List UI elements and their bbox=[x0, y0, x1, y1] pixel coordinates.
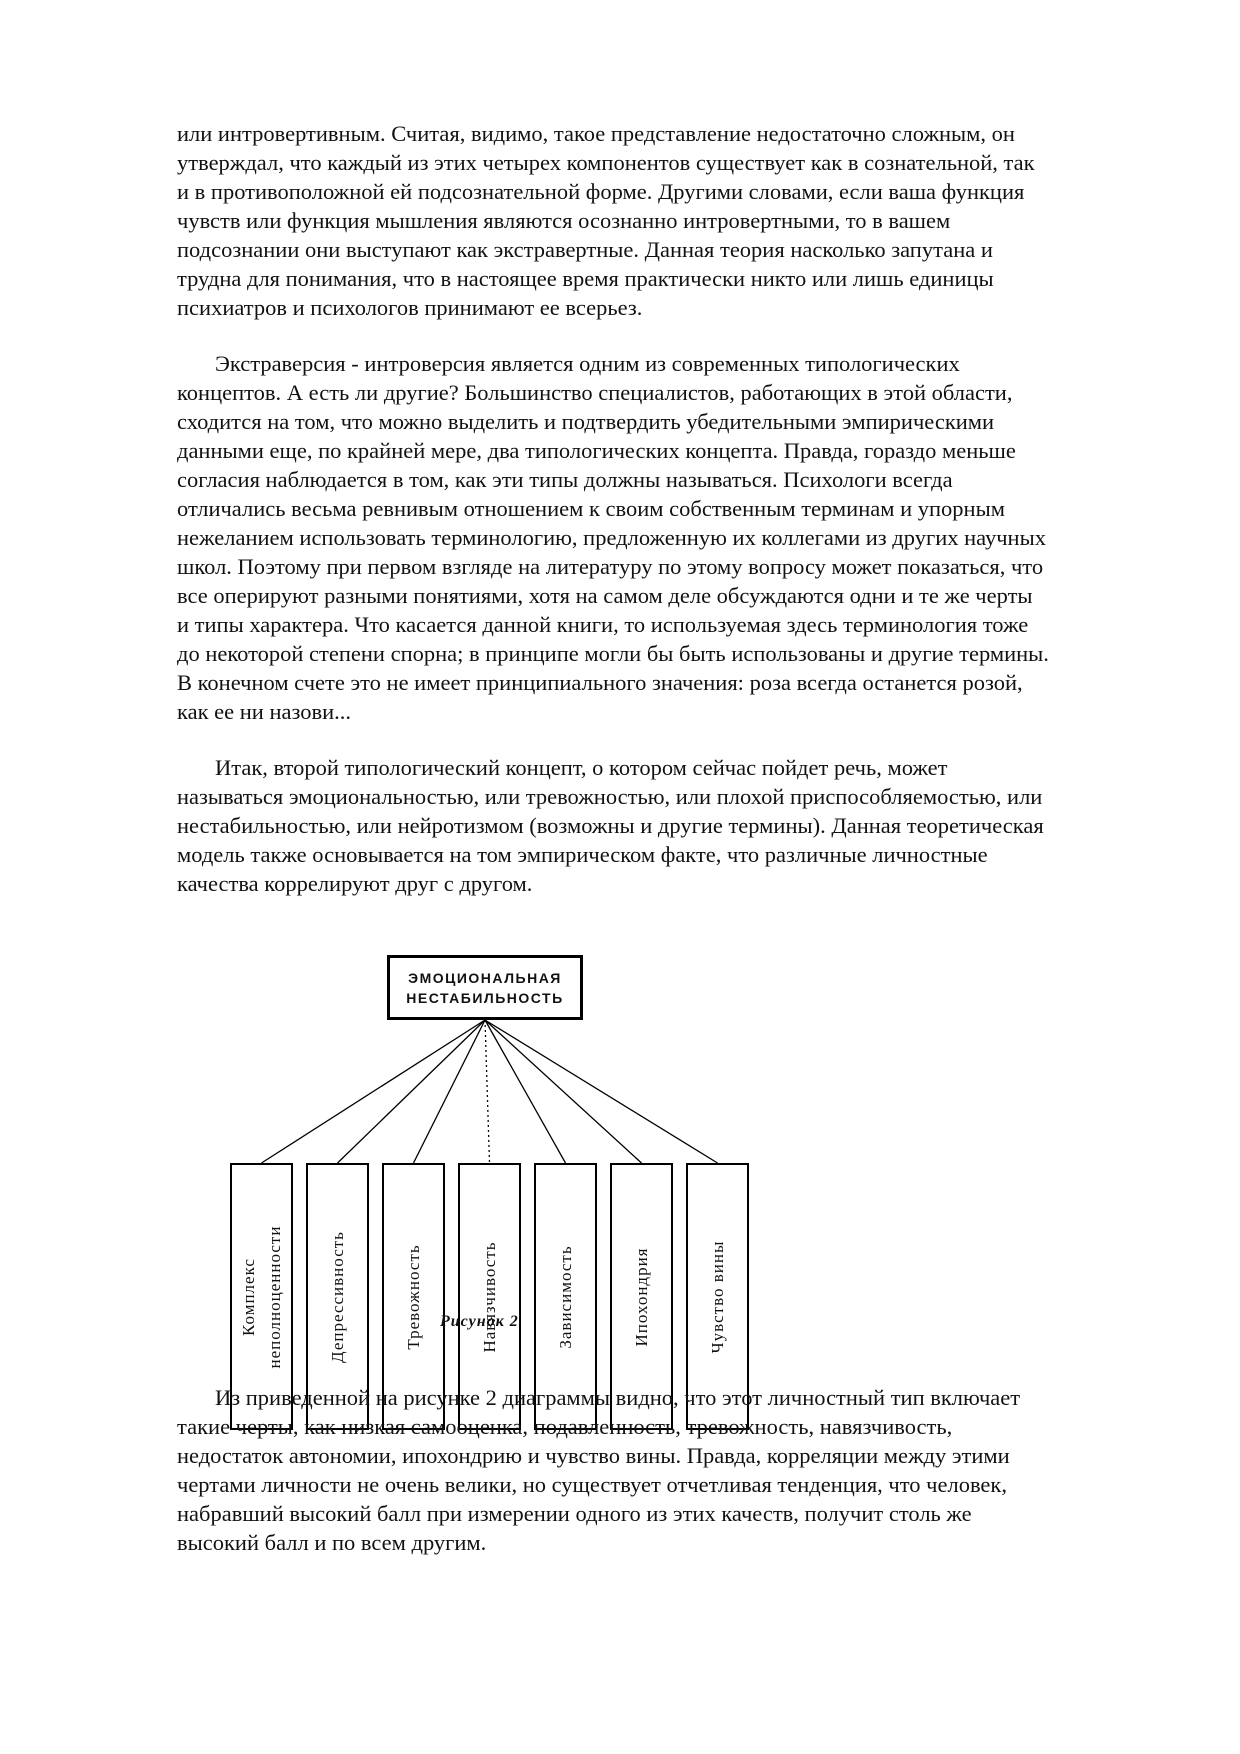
trait-label-line: Навязчивость bbox=[479, 1240, 499, 1353]
connector-line bbox=[485, 1020, 642, 1163]
paragraph-line: набравший высокий балл при измерении одного из этих качеств, получит столь же bbox=[177, 1501, 972, 1526]
paragraph-line: согласия наблюдается в том, как эти типы должны называться. Психологи всегда bbox=[177, 467, 953, 492]
trait-label bbox=[401, 1244, 427, 1349]
paragraph-line: Итак, второй типологический концепт, о котором сейчас пойдет речь, может bbox=[215, 755, 948, 780]
diagram-top-box bbox=[387, 955, 583, 1020]
top-box-line-2: НЕСТАБИЛЬНОСТЬ bbox=[406, 989, 564, 1006]
trait-label-line: Тревожность bbox=[403, 1243, 423, 1350]
paragraph-line: и в противоположной ей подсознательной форме. Другими словами, если ваша функция bbox=[177, 179, 1025, 204]
paragraph-line: качества коррелируют друг с другом. bbox=[177, 871, 533, 896]
paragraph-line: чувств или функция мышления являются осознанно интровертными, то в вашем bbox=[177, 208, 951, 233]
trait-label bbox=[325, 1231, 351, 1363]
paragraph-2 bbox=[177, 349, 1157, 726]
trait-label-line: Депрессивность bbox=[327, 1230, 347, 1363]
paragraph-line: и типы характера. Что касается данной книги, то используемая здесь терминология тоже bbox=[177, 612, 1029, 637]
trait-label-line: Чувство вины bbox=[707, 1240, 727, 1353]
paragraph-line: высокий балл и по всем другим. bbox=[177, 1530, 487, 1555]
paragraph-line: чертами личности не очень велики, но существует отчетливая тенденция, что человек, bbox=[177, 1472, 1007, 1497]
paragraph-line: называться эмоциональностью, или тревожностью, или плохой приспособляемостью, или bbox=[177, 784, 1043, 809]
connector-line bbox=[485, 1020, 490, 1163]
paragraph-line: психиатров и психологов принимают ее всерьез. bbox=[177, 295, 643, 320]
paragraph-line: как ее ни назови... bbox=[177, 699, 352, 724]
connector-line bbox=[338, 1020, 486, 1163]
paragraph-line: Из приведенной на рисунке 2 диаграммы видно, что этот личностный тип включает bbox=[215, 1385, 1021, 1410]
paragraph-line: отличались весьма ревнивым отношением к своим собственным терминам и упорным bbox=[177, 496, 1005, 521]
paragraph-line: подсознании они выступают как экстравертные. Данная теория насколько запутана и bbox=[177, 237, 993, 262]
paragraph-line: концептов. А есть ли другие? Большинство специалистов, работающих в этой области, bbox=[177, 380, 1013, 405]
trait-label-line: Ипохондрия bbox=[631, 1247, 651, 1346]
paragraph-line: сходится на том, что можно выделить и подтвердить убедительными эмпирическими bbox=[177, 409, 995, 434]
paragraph-1 bbox=[177, 119, 1157, 322]
trait-label bbox=[553, 1245, 579, 1348]
paragraph-line: Экстраверсия - интроверсия является одним из современных типологических bbox=[215, 351, 960, 376]
paragraph-line: недостаток автономии, ипохондрию и чувство вины. Правда, корреляции между этими bbox=[177, 1443, 1010, 1468]
paragraph-line: утверждал, что каждый из этих четырех компонентов существует как в сознательной, так bbox=[177, 150, 1035, 175]
trait-label-line: неполноценности bbox=[264, 1225, 284, 1368]
paragraph-line: все оперируют разными понятиями, хотя на самом деле обсуждаются одни и те же черты bbox=[177, 583, 1033, 608]
top-box-line-1: ЭМОЦИОНАЛЬНАЯ bbox=[408, 969, 562, 986]
paragraph-line: нестабильностью, или нейротизмом (возможны и другие термины). Данная теоретическая bbox=[177, 813, 1044, 838]
figure-caption: Рисунок 2 bbox=[440, 1313, 519, 1330]
trait-label-line: Зависимость bbox=[555, 1244, 575, 1349]
paragraph-4 bbox=[177, 1383, 1157, 1557]
trait-label bbox=[477, 1241, 503, 1352]
trait-label-line: Комплекс bbox=[238, 1257, 258, 1336]
connector-line bbox=[262, 1020, 486, 1163]
paragraph-line: до некоторой степени спорна; в принципе могли бы быть использованы и другие термины. bbox=[177, 641, 1049, 666]
trait-label bbox=[236, 1225, 288, 1368]
paragraph-line: данными еще, по крайней мере, два типологических концепта. Правда, гораздо меньше bbox=[177, 438, 1016, 463]
paragraph-3 bbox=[177, 753, 1157, 898]
paragraph-line: школ. Поэтому при первом взгляде на литературу по этому вопросу может показаться, что bbox=[177, 554, 1044, 579]
paragraph-line: нежеланием использовать терминологию, предложенную их коллегами из других научных bbox=[177, 525, 1046, 550]
paragraph-line: или интровертивным. Считая, видимо, такое представление недостаточно сложным, он bbox=[177, 121, 1015, 146]
paragraph-line: модель также основывается на том эмпирическом факте, что различные личностные bbox=[177, 842, 988, 867]
figure-2-diagram bbox=[200, 935, 820, 1368]
paragraph-line: такие черты, как низкая самооценка, подавленность, тревожность, навязчивость, bbox=[177, 1414, 953, 1439]
paragraph-line: трудна для понимания, что в настоящее время практически никто или лишь единицы bbox=[177, 266, 994, 291]
connector-line bbox=[485, 1020, 718, 1163]
paragraph-line: В конечном счете это не имеет принципиального значения: роза всегда останется розой, bbox=[177, 670, 1023, 695]
connector-line bbox=[414, 1020, 486, 1163]
trait-label bbox=[705, 1240, 731, 1353]
connector-line bbox=[485, 1020, 566, 1163]
trait-label bbox=[629, 1247, 655, 1346]
